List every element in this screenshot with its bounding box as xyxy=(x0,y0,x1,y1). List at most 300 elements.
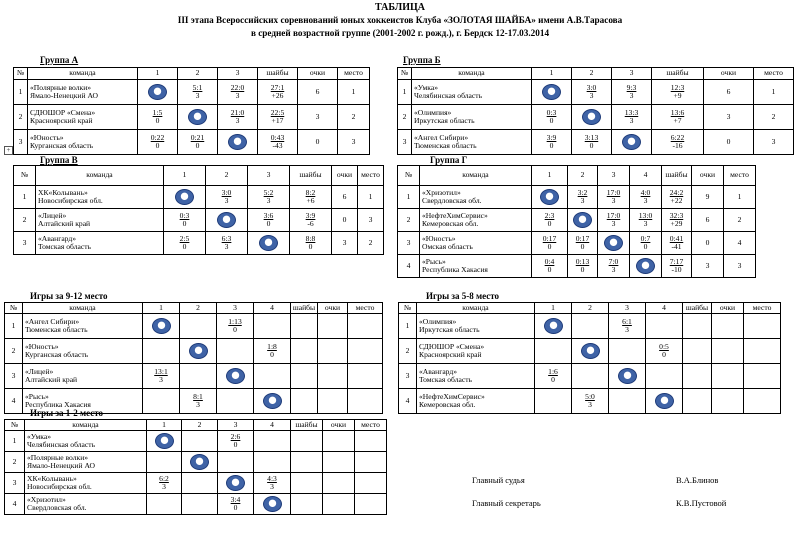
result-cell xyxy=(218,431,254,452)
table-row xyxy=(5,473,387,494)
goals-ratio: 32:3 xyxy=(669,210,684,220)
row-number: 2 xyxy=(399,339,417,364)
result-cell xyxy=(147,452,182,473)
team-region: Челябинская область xyxy=(414,91,483,100)
column-header: № xyxy=(399,303,417,314)
table-row xyxy=(398,209,756,232)
result-cell xyxy=(254,473,291,494)
result-cell xyxy=(147,431,182,452)
result-cell xyxy=(218,105,258,130)
result-cell xyxy=(646,364,683,389)
result-cell xyxy=(164,232,206,255)
place-cell: 3 xyxy=(754,130,794,155)
group-title: Игры за 9-12 место xyxy=(30,291,108,301)
place-cell xyxy=(744,389,781,414)
table-row xyxy=(5,364,383,389)
match-points: 3 xyxy=(159,375,163,384)
match-score: 0:22 xyxy=(150,132,165,142)
match-points: 3 xyxy=(235,116,240,125)
goals-cell xyxy=(683,364,712,389)
match-score: 0:3 xyxy=(546,107,557,117)
team-name: «Юность» xyxy=(25,341,59,351)
standings-table xyxy=(397,67,794,155)
column-header: 4 xyxy=(630,166,662,186)
match-points: 0 xyxy=(549,116,554,125)
team-region: Новосибирская обл. xyxy=(38,196,103,205)
hockey-club-logo-icon xyxy=(604,235,623,251)
team-cell xyxy=(36,186,164,209)
hockey-club-logo-icon xyxy=(581,343,600,359)
column-header: шайбы xyxy=(291,303,318,314)
team-region: Республика Хакасия xyxy=(25,400,91,409)
column-header: 2 xyxy=(180,303,217,314)
row-number: 1 xyxy=(398,80,412,105)
result-cell xyxy=(568,186,598,209)
column-header: команда xyxy=(36,166,164,186)
match-points: 3 xyxy=(611,219,616,228)
result-cell xyxy=(143,314,180,339)
group-title: Группа Г xyxy=(430,155,468,165)
result-cell xyxy=(532,232,568,255)
row-number: 2 xyxy=(398,209,420,232)
result-cell xyxy=(164,209,206,232)
match-points: 0 xyxy=(580,265,585,274)
row-number: 3 xyxy=(5,473,25,494)
result-cell xyxy=(630,186,662,209)
row-number: 4 xyxy=(399,389,417,414)
result-cell xyxy=(138,105,178,130)
goals-cell xyxy=(290,209,332,232)
row-number: 1 xyxy=(399,314,417,339)
row-number: 2 xyxy=(14,105,28,130)
goals-ratio: 6:22 xyxy=(670,132,685,142)
hockey-club-logo-icon xyxy=(573,212,592,228)
result-cell xyxy=(217,364,254,389)
match-points: 3 xyxy=(235,91,240,100)
standings-table xyxy=(398,302,781,414)
place-cell xyxy=(355,494,387,515)
points-cell xyxy=(323,494,355,515)
result-cell xyxy=(218,494,254,515)
standings-table xyxy=(13,165,384,255)
team-cell xyxy=(417,339,535,364)
place-cell xyxy=(744,339,781,364)
page-subtitle-line2: в средней возрастной группе (2001-2002 г. рожд.), г. Бердск 12-17.03.2014 xyxy=(250,28,550,38)
team-region: Томская область xyxy=(419,375,473,384)
table-row xyxy=(399,389,781,414)
goals-ratio: 27:1 xyxy=(270,82,285,92)
team-cell xyxy=(36,232,164,255)
row-number: 3 xyxy=(399,364,417,389)
points-cell xyxy=(323,452,355,473)
match-points: 3 xyxy=(589,91,594,100)
result-cell xyxy=(180,364,217,389)
result-cell xyxy=(182,494,218,515)
standings-table xyxy=(397,165,756,278)
team-region: Свердловская обл. xyxy=(27,503,87,512)
team-region: Кемеровская обл. xyxy=(419,400,476,409)
result-cell xyxy=(182,473,218,494)
row-number: 4 xyxy=(5,389,23,414)
result-cell xyxy=(646,389,683,414)
table-move-handle-icon[interactable]: + xyxy=(4,146,13,155)
match-points: 0 xyxy=(551,375,555,384)
place-cell xyxy=(355,431,387,452)
match-points: 0 xyxy=(270,350,274,359)
points-cell: 0 xyxy=(332,209,358,232)
match-points: 3 xyxy=(629,91,634,100)
row-number: 2 xyxy=(398,105,412,130)
column-header: команда xyxy=(25,420,147,431)
column-header: команда xyxy=(28,68,138,80)
team-region: Курганская область xyxy=(25,350,89,359)
result-cell xyxy=(572,339,609,364)
goals-cell xyxy=(258,105,298,130)
result-cell xyxy=(532,186,568,209)
goals-ratio: 13:6 xyxy=(670,107,685,117)
row-number: 4 xyxy=(398,255,420,278)
column-header: место xyxy=(754,68,794,80)
result-cell xyxy=(598,255,630,278)
table-row xyxy=(14,130,370,155)
team-cell xyxy=(23,314,143,339)
result-cell xyxy=(598,186,630,209)
match-score: 4:0 xyxy=(640,187,651,197)
points-cell: 6 xyxy=(332,186,358,209)
column-header: 3 xyxy=(218,68,258,80)
match-points: 0 xyxy=(266,219,271,228)
result-cell xyxy=(568,232,598,255)
team-cell xyxy=(420,255,532,278)
goals-diff: +7 xyxy=(673,116,682,125)
points-cell: 3 xyxy=(692,255,724,278)
column-header: 1 xyxy=(535,303,572,314)
result-cell xyxy=(147,494,182,515)
points-cell xyxy=(712,389,744,414)
result-cell xyxy=(532,209,568,232)
result-cell xyxy=(630,255,662,278)
match-score: 1:8 xyxy=(267,341,277,351)
match-score: 3:4 xyxy=(230,494,241,504)
column-header: 1 xyxy=(164,166,206,186)
team-name: СДЮШОР «Смена» xyxy=(30,107,96,117)
standings-table xyxy=(13,67,370,155)
team-name: «Умка» xyxy=(27,431,52,441)
judge-name: В.А.Блинов xyxy=(676,475,719,485)
team-region: Иркутская область xyxy=(419,325,480,334)
column-header: место xyxy=(348,303,383,314)
column-header: № xyxy=(14,166,36,186)
result-cell xyxy=(535,339,572,364)
match-score: 3:0 xyxy=(586,82,597,92)
result-cell xyxy=(218,80,258,105)
row-number: 3 xyxy=(14,130,28,155)
column-header: очки xyxy=(332,166,358,186)
group-title: Группа А xyxy=(40,55,79,65)
match-score: 6:2 xyxy=(159,473,169,483)
team-cell xyxy=(412,130,532,155)
team-cell xyxy=(25,452,147,473)
column-header: № xyxy=(398,166,420,186)
match-points: 0 xyxy=(549,141,554,150)
match-score: 1:5 xyxy=(152,107,163,117)
table-row xyxy=(14,232,384,255)
standings-table xyxy=(4,302,383,414)
match-points: 0 xyxy=(547,219,552,228)
column-header: 3 xyxy=(248,166,290,186)
row-number: 2 xyxy=(14,209,36,232)
result-cell xyxy=(598,209,630,232)
match-points: 0 xyxy=(547,242,552,251)
match-score: 3:9 xyxy=(546,132,557,142)
group-title: Группа Б xyxy=(403,55,441,65)
goals-cell xyxy=(291,494,323,515)
row-number: 3 xyxy=(5,364,23,389)
judge-label: Главный судья xyxy=(472,475,525,485)
place-cell: 3 xyxy=(358,209,384,232)
place-cell: 4 xyxy=(724,232,756,255)
hockey-club-logo-icon xyxy=(636,258,655,274)
place-cell xyxy=(348,339,383,364)
hockey-club-logo-icon xyxy=(263,496,282,512)
group-title: Игры за 1-2 место xyxy=(30,408,104,418)
column-header: команда xyxy=(23,303,143,314)
team-region: Челябинская область xyxy=(27,440,96,449)
match-points: 0 xyxy=(589,141,594,150)
column-header: 2 xyxy=(572,303,609,314)
match-points: 0 xyxy=(643,242,648,251)
table-row xyxy=(399,314,781,339)
row-number: 1 xyxy=(5,314,23,339)
column-header: 2 xyxy=(572,68,612,80)
match-score: 6:3 xyxy=(221,233,232,243)
match-points: 0 xyxy=(155,141,160,150)
match-score: 0:13 xyxy=(575,256,590,266)
match-score: 9:3 xyxy=(626,82,637,92)
result-cell xyxy=(206,209,248,232)
match-points: 3 xyxy=(580,196,585,205)
result-cell xyxy=(630,232,662,255)
result-cell xyxy=(609,314,646,339)
match-score: 13:0 xyxy=(638,210,653,220)
table-row xyxy=(398,105,794,130)
place-cell: 2 xyxy=(724,209,756,232)
match-points: 3 xyxy=(195,91,200,100)
column-header: 1 xyxy=(532,166,568,186)
match-score: 5:2 xyxy=(263,187,274,197)
team-name: ХК«Колывань» xyxy=(27,473,77,483)
hockey-club-logo-icon xyxy=(190,454,209,470)
team-cell xyxy=(23,339,143,364)
team-cell xyxy=(25,473,147,494)
page-title: ТАБЛИЦА xyxy=(375,2,425,13)
points-cell: 3 xyxy=(332,232,358,255)
match-points: 3 xyxy=(643,219,648,228)
hockey-club-logo-icon xyxy=(622,134,641,150)
points-cell: 0 xyxy=(704,130,754,155)
result-cell xyxy=(138,130,178,155)
column-header: место xyxy=(744,303,781,314)
team-region: Республика Хакасия xyxy=(422,265,488,274)
hockey-club-logo-icon xyxy=(217,212,236,228)
table-row xyxy=(5,452,387,473)
team-name: «Авангард» xyxy=(419,366,458,376)
team-name: «Лицей» xyxy=(38,210,67,220)
hockey-club-logo-icon xyxy=(152,318,171,334)
goals-cell xyxy=(662,255,692,278)
team-cell xyxy=(36,209,164,232)
result-cell xyxy=(217,314,254,339)
secretary-name: К.В.Пустовой xyxy=(676,498,727,508)
result-cell xyxy=(182,431,218,452)
column-header: 1 xyxy=(147,420,182,431)
result-cell xyxy=(572,389,609,414)
points-cell: 3 xyxy=(298,105,338,130)
match-score: 17:0 xyxy=(606,210,621,220)
result-cell xyxy=(646,339,683,364)
place-cell xyxy=(744,364,781,389)
column-header: 1 xyxy=(143,303,180,314)
match-score: 1:13 xyxy=(228,316,242,326)
secretary-label: Главный секретарь xyxy=(472,498,541,508)
match-points: 3 xyxy=(162,482,166,491)
table-row xyxy=(399,339,781,364)
result-cell xyxy=(248,209,290,232)
result-cell xyxy=(248,232,290,255)
row-number: 1 xyxy=(14,186,36,209)
goals-cell xyxy=(291,452,323,473)
result-cell xyxy=(532,130,572,155)
team-name: «НефтеХимСервис» xyxy=(422,210,488,220)
column-header: место xyxy=(338,68,370,80)
match-score: 3:0 xyxy=(221,187,232,197)
column-header: 2 xyxy=(178,68,218,80)
table-header-row xyxy=(398,166,756,186)
match-score: 1:6 xyxy=(548,366,558,376)
goals-diff: -6 xyxy=(307,219,314,228)
goals-cell xyxy=(291,314,318,339)
goals-diff: -10 xyxy=(671,265,682,274)
match-points: 0 xyxy=(182,242,187,251)
team-name: «Хризотил» xyxy=(27,494,66,504)
points-cell: 9 xyxy=(692,186,724,209)
points-cell: 6 xyxy=(692,209,724,232)
hockey-club-logo-icon xyxy=(618,368,637,384)
team-name: «Полярные волки» xyxy=(27,452,89,462)
column-header: 3 xyxy=(598,166,630,186)
result-cell xyxy=(572,314,609,339)
team-region: Иркутская область xyxy=(414,116,475,125)
goals-cell xyxy=(291,339,318,364)
hockey-club-logo-icon xyxy=(226,368,245,384)
match-score: 7:0 xyxy=(608,256,619,266)
match-score: 6:1 xyxy=(622,316,632,326)
column-header: место xyxy=(355,420,387,431)
group-title: Игры за 5-8 место xyxy=(426,291,500,301)
column-header: 4 xyxy=(646,303,683,314)
match-score: 3:6 xyxy=(263,210,274,220)
match-points: 3 xyxy=(643,196,648,205)
match-points: 3 xyxy=(588,400,592,409)
match-score: 3:2 xyxy=(577,187,588,197)
points-cell xyxy=(318,389,348,414)
result-cell xyxy=(248,186,290,209)
place-cell: 2 xyxy=(338,105,370,130)
team-region: Курганская область xyxy=(30,141,94,150)
hockey-club-logo-icon xyxy=(542,84,561,100)
goals-diff: +29 xyxy=(670,219,683,228)
result-cell xyxy=(572,105,612,130)
goals-cell xyxy=(291,364,318,389)
result-cell xyxy=(254,364,291,389)
goals-cell xyxy=(662,209,692,232)
points-cell xyxy=(712,364,744,389)
table-header-row xyxy=(398,68,794,80)
points-cell xyxy=(712,314,744,339)
result-cell xyxy=(217,389,254,414)
points-cell: 3 xyxy=(704,105,754,130)
result-cell xyxy=(254,452,291,473)
points-cell: 6 xyxy=(298,80,338,105)
team-cell xyxy=(28,80,138,105)
team-cell xyxy=(417,314,535,339)
team-region: Красноярский край xyxy=(30,116,93,125)
team-region: Свердловская обл. xyxy=(422,196,482,205)
table-header-row xyxy=(14,68,370,80)
result-cell xyxy=(178,130,218,155)
team-name: «Лицей» xyxy=(25,366,54,376)
row-number: 3 xyxy=(14,232,36,255)
team-cell xyxy=(420,186,532,209)
column-header: очки xyxy=(704,68,754,80)
team-name: «Полярные волки» xyxy=(30,82,92,92)
team-region: Ямало-Ненецкий АО xyxy=(27,461,96,470)
table-row xyxy=(5,339,383,364)
place-cell xyxy=(355,473,387,494)
points-cell xyxy=(318,364,348,389)
team-region: Кемеровская обл. xyxy=(422,219,479,228)
column-header: шайбы xyxy=(662,166,692,186)
column-header: очки xyxy=(318,303,348,314)
hockey-club-logo-icon xyxy=(148,84,167,100)
team-name: «Олимпия» xyxy=(414,107,452,117)
match-score: 21:0 xyxy=(230,107,245,117)
place-cell: 2 xyxy=(358,232,384,255)
team-name: ХК«Колывань» xyxy=(38,187,88,197)
result-cell xyxy=(218,130,258,155)
column-header: № xyxy=(14,68,28,80)
group-title: Группа В xyxy=(40,155,78,165)
points-cell: 6 xyxy=(704,80,754,105)
place-cell: 1 xyxy=(724,186,756,209)
match-points: 0 xyxy=(662,350,666,359)
team-region: Тюменская область xyxy=(414,141,477,150)
goals-cell xyxy=(662,232,692,255)
table-row xyxy=(398,80,794,105)
goals-cell xyxy=(683,339,712,364)
column-header: шайбы xyxy=(652,68,704,80)
result-cell xyxy=(147,473,182,494)
match-score: 13:1 xyxy=(154,366,168,376)
hockey-club-logo-icon xyxy=(655,393,674,409)
team-name: «Ангел Сибири» xyxy=(25,316,80,326)
match-score: 0:17 xyxy=(575,233,590,243)
team-name: «Хризотил» xyxy=(422,187,461,197)
place-cell: 3 xyxy=(338,130,370,155)
table-row xyxy=(398,232,756,255)
row-number: 1 xyxy=(398,186,420,209)
column-header: шайбы xyxy=(291,420,323,431)
